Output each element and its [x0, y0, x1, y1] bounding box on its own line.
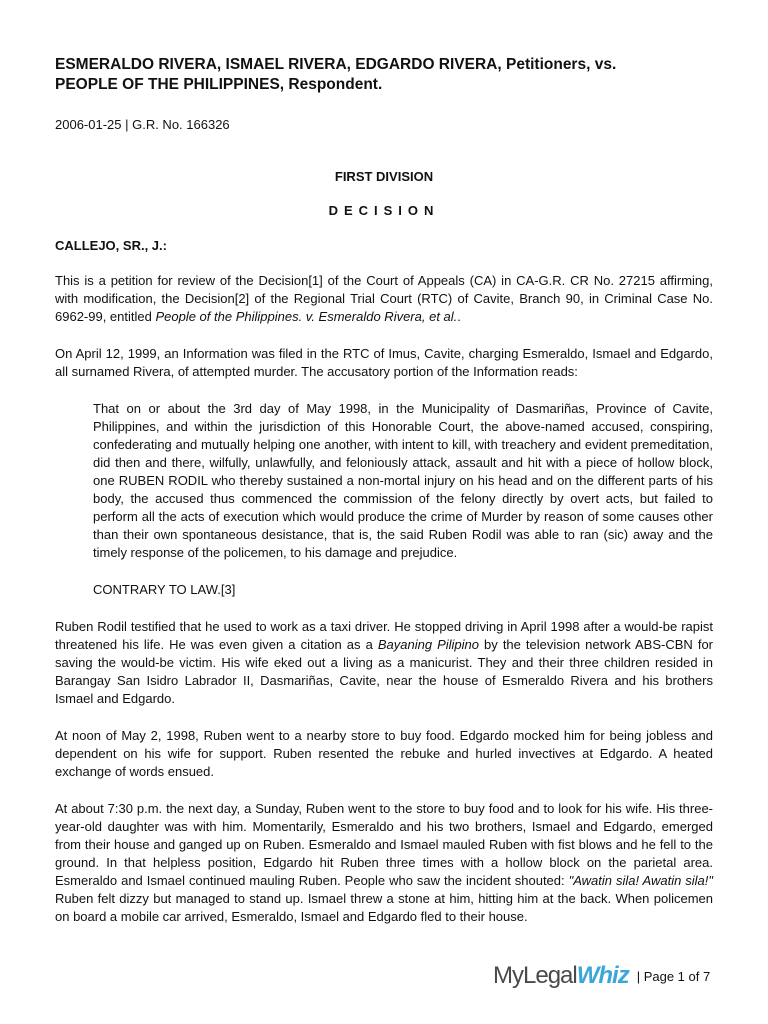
decision-heading: DECISION	[328, 203, 440, 218]
paragraph-2: On April 12, 1999, an Information was filed in the RTC of Imus, Cavite, charging Esmeraldo, Ismael and Edgardo, all surnamed Rivera, of attempted murder. The accusatory portion of the Information reads:	[55, 346, 713, 379]
information-quote: That on or about the 3rd day of May 1998, in the Municipality of Dasmariñas, Province of Cavite, Philippines, and within the jurisdiction of this Honorable Court, the above-named accused, conspiring, confederating and mutually helping one another, with intent to kill, with treachery and evident premeditation, did then and there, wilfully, unlawfully, and feloniously attack, assault and hit with a piece of hollow block, one RUBEN RODIL who thereby sustained a non-mortal injury on his head and on the different parts of his body, the accused thus commenced the commission of the felony directly by overt acts, but failed to perform all the acts of execution which would produce the crime of Murder by reason of some causes other than their own spontaneous desistance, that is, the said Ruben Rodil was able to ran (sic) away and the timely response of the policemen, to his damage and prejudice.	[93, 401, 713, 560]
ponente: CALLEJO, SR., J.:	[55, 238, 167, 253]
paragraph-1-text: This is a petition for review of the Decision[1] of the Court of Appeals (CA) in CA-G.R. CR No. 27215 affirming, with modification, the Decision[2] of the Regional Trial Court (RTC) of Cavite, Branch 90, in Criminal Case No. 6962-99, entitled	[55, 273, 713, 324]
division-heading: FIRST DIVISION	[334, 169, 434, 184]
citation-title: Bayaning Pilipino	[377, 637, 480, 652]
case-title-line1: ESMERALDO RIVERA, ISMAEL RIVERA, EDGARDO RIVERA, Petitioners, vs.	[55, 56, 617, 73]
page-number: | Page 1 of 7	[636, 968, 711, 984]
case-title	[55, 55, 713, 95]
shout-quote: "Awatin sila! Awatin sila!"	[568, 873, 714, 888]
paragraph-3-text-a: Ruben Rodil testified that he used to work as a taxi driver. He stopped driving in April 1998 after a would-be rapist threatened his life. He was even given a citation as a	[55, 619, 713, 652]
case-title-line2: PEOPLE OF THE PHILIPPINES, Respondent.	[55, 76, 383, 93]
case-citation: People of the Philippines. v. Esmeraldo Rivera, et al.	[155, 309, 458, 324]
paragraph-3	[55, 618, 713, 708]
paragraph-5-text-b: Ruben felt dizzy but managed to stand up. Ismael threw a stone at him, hitting him at the back. When policemen on board a mobile car arrived, Esmeraldo, Ismael and Edgardo fled to their house.	[55, 891, 713, 924]
case-date-number: 2006-01-25 | G.R. No. 166326	[55, 117, 230, 132]
paragraph-5-text-a: At about 7:30 p.m. the next day, a Sunday, Ruben went to the store to buy food and to look for his wife. His three-year-old daughter was with him. Momentarily, Esmeraldo and his two brothers, Ismael and Edgardo, emerged from their house and ganged up on Ruben. Esmeraldo and Ismael mauled Ruben with fist blows and he fell to the ground. In that helpless position, Edgardo hit Ruben three times with a hollow block on the parietal area. Esmeraldo and Ismael continued mauling Ruben. People who saw the incident shouted:	[55, 801, 713, 888]
mylegalwhiz-logo[interactable]: MyLegalWhiz	[493, 962, 629, 989]
page-footer	[493, 961, 710, 991]
paragraph-3-text-b: by the television network ABS-CBN for saving the would-be victim. His wife eked out a living as a manicurist. They and their three children resided in Barangay San Isidro Labrador II, Dasmariñas, Cavite, near the house of Esmeraldo Rivera and his brothers Ismael and Edgardo.	[55, 637, 714, 706]
paragraph-4: At noon of May 2, 1998, Ruben went to a nearby store to buy food. Edgardo mocked him for being jobless and dependent on his wife for support. Ruben resented the rebuke and hurled invectives at Edgardo. A heated exchange of words ensued.	[55, 728, 713, 779]
contrary-to-law: CONTRARY TO LAW.[3]	[93, 582, 236, 597]
document-page	[55, 55, 713, 926]
paragraph-5	[55, 800, 713, 926]
paragraph-1: This is a petition for review of the Decision[1] of the Court of Appeals (CA) in CA-G.R. CR No. 27215 affirming, with modification, the Decision[2] of the Regional Trial Court (RTC) of Cavite, Branch 90, in Criminal Case No. 6962-99, entitled People of the Philippines. v. Esmeraldo Rivera, et al..	[55, 273, 713, 324]
